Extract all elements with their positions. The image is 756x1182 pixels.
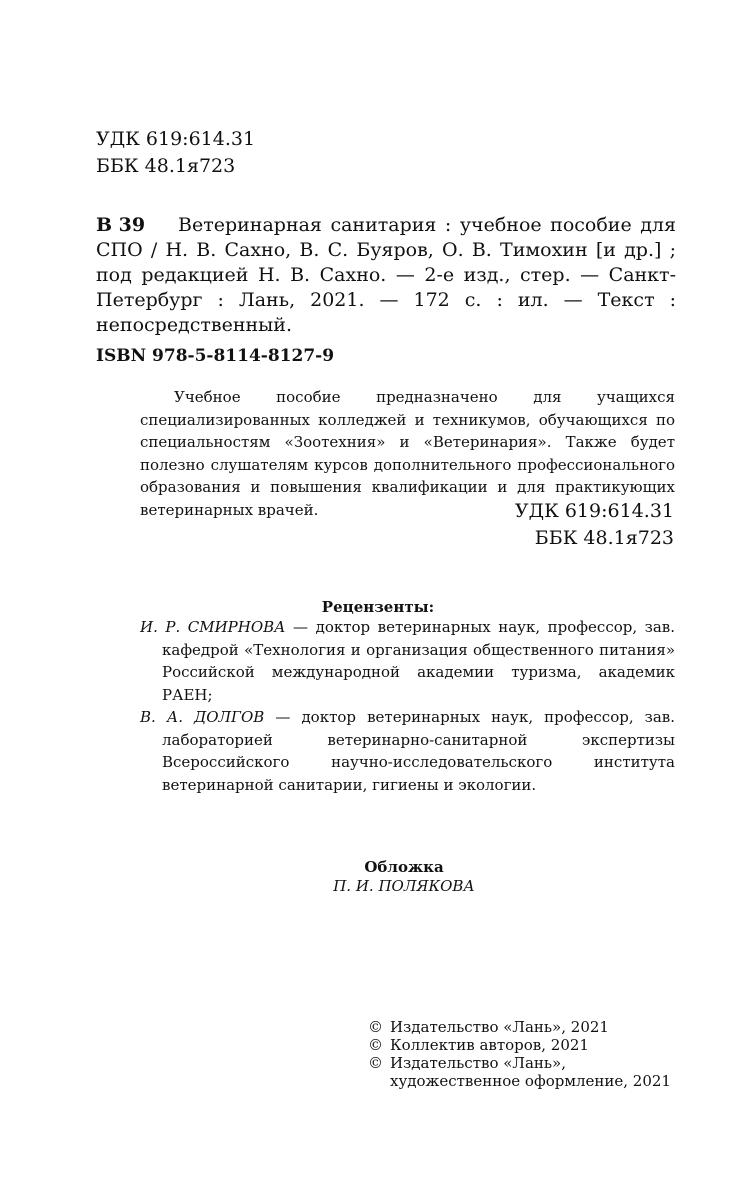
- bibliographic-description: Ветеринарная санитария : учебное пособие для СПО / Н. В. Сахно, В. С. Буяров, О. В. Тимохин [и др.] ; под редакцией Н. В. Сахно. — 2-е изд., стер. — Санкт-Петербург : Лань, 2021. — 172 с. : ил. — Текст : непосредственный.: [96, 214, 676, 336]
- cover-title: Обложка: [364, 858, 444, 876]
- copyright-block: [368, 1018, 671, 1090]
- udk-code: УДК 619:614.31: [514, 500, 674, 522]
- reviewers-list: [140, 616, 675, 796]
- catalog-entry: [96, 213, 676, 338]
- copyright-icon: ©: [368, 1054, 383, 1072]
- copyright-continuation: художественное оформление, 2021: [390, 1072, 671, 1090]
- classification-codes-top: [96, 126, 255, 180]
- copyright-line: © Коллектив авторов, 2021: [368, 1036, 589, 1054]
- copyright-icon: ©: [368, 1036, 383, 1054]
- classification-codes-right: [515, 498, 674, 552]
- reviewer-entry: [140, 706, 675, 796]
- bbk-code: ББК 48.1я723: [534, 527, 674, 549]
- reviewers-title: Рецензенты:: [321, 598, 435, 616]
- reviewer-details: — доктор ветеринарных наук, профессор, зав. лабораторией ветеринарно-санитарной экспертизы Всероссийского научно-исследовательского института ветеринарной санитарии, гигиены и экологии.: [162, 708, 675, 794]
- reviewer-name: В. А. ДОЛГОВ: [140, 708, 265, 726]
- reviewer-details: — доктор ветеринарных наук, профессор, зав. кафедрой «Технология и организация общественного питания» Российской международной академии туризма, академик РАЕН;: [162, 618, 675, 704]
- reviewer-entry: [140, 616, 675, 706]
- isbn: ISBN 978-5-8114-8127-9: [96, 346, 335, 366]
- cover-designer: П. И. ПОЛЯКОВА: [333, 877, 475, 895]
- udk-code: УДК 619:614.31: [96, 128, 256, 150]
- reviewer-name: И. Р. СМИРНОВА: [140, 618, 286, 636]
- copyright-line: © Издательство «Лань»,: [368, 1054, 567, 1072]
- copyright-icon: ©: [368, 1018, 383, 1036]
- annotation: Учебное пособие предназначено для учащихся специализированных колледжей и техникумов, обучающихся по специальностям «Зоотехния» и «Ветеринария». Также будет полезно слушателям курсов дополнительного профессионального образования и повышения квалификации и для практикующих ветеринарных врачей.: [140, 388, 675, 519]
- copyright-line: © Издательство «Лань», 2021: [368, 1018, 609, 1036]
- bbk-code: ББК 48.1я723: [96, 155, 236, 177]
- author-sign: В 39: [96, 214, 146, 236]
